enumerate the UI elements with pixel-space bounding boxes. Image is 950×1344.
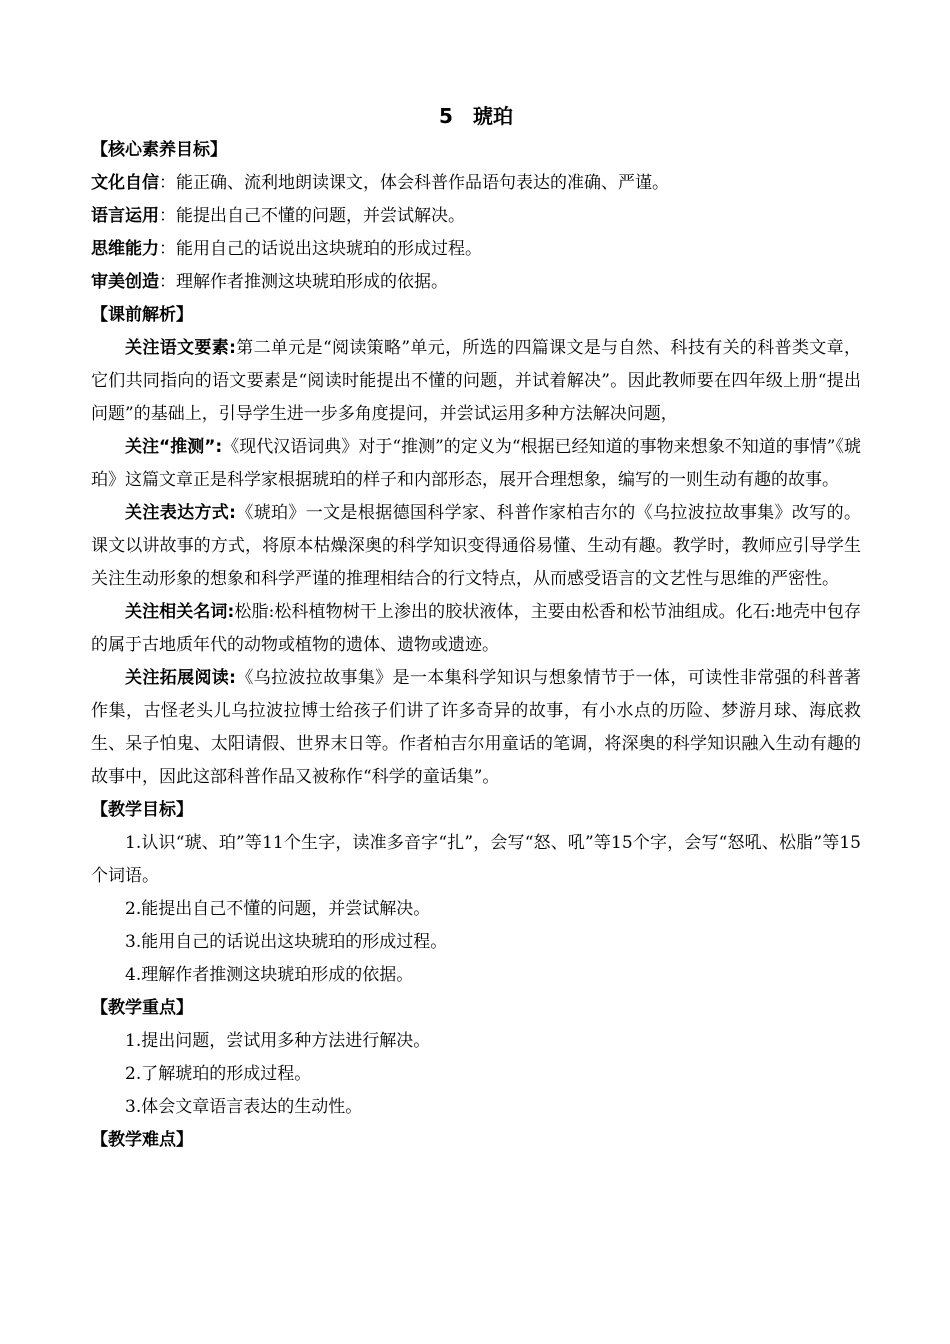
- lesson-title: 5 琥珀: [439, 104, 513, 128]
- core-item-label: 思维能力: [91, 239, 159, 259]
- core-item: [91, 233, 861, 266]
- key-item: 1.提出问题，尝试用多种方法进行解决。: [125, 1031, 431, 1051]
- core-item-label: 审美创造: [91, 272, 159, 292]
- analysis-label: 关注“推测”:: [125, 437, 223, 457]
- key-item: 3.体会文章语言表达的生动性。: [125, 1097, 363, 1117]
- goal-item: 3.能用自己的话说出这块琥珀的形成过程。: [125, 932, 448, 952]
- analysis-text: 《现代汉语词典》对于“推测”的定义为“根据已经知道的事物来想象不知道的事情”《琥珀》这篇文章正是科学家根据琥珀的样子和内部形态，展开合理想象，编写的一则生动有趣的故事。: [91, 437, 861, 490]
- core-item: [91, 266, 861, 299]
- analysis-paragraph: [91, 596, 861, 662]
- analysis-label: 关注相关名词:: [125, 602, 235, 622]
- core-item-label: 文化自信: [91, 173, 159, 193]
- analysis-label: 关注语文要素:: [125, 338, 236, 358]
- goal-item: 1.认识“琥、珀”等11个生字，读准多音字“扎”，会写“怒、吼”等15个字，会写“怒吼、松脂”等15个词语。: [91, 833, 861, 886]
- core-item-label: 语言运用: [91, 206, 159, 226]
- section-heading-difficult: 【教学难点】: [91, 1130, 193, 1150]
- analysis-paragraph: [91, 431, 861, 497]
- analysis-paragraph: [91, 332, 861, 431]
- analysis-paragraph: [91, 662, 861, 794]
- analysis-label: 关注表达方式:: [125, 503, 236, 523]
- section-heading-key: 【教学重点】: [91, 998, 193, 1018]
- section-heading-core: 【核心素养目标】: [91, 140, 227, 160]
- section-heading-goals: 【教学目标】: [91, 800, 193, 820]
- core-item-text: ：能提出自己不懂的问题，并尝试解决。: [159, 206, 465, 226]
- core-item-text: ：能正确、流利地朗读课文，体会科普作品语句表达的准确、严谨。: [159, 173, 669, 193]
- core-item-text: ：能用自己的话说出这块琥珀的形成过程。: [159, 239, 482, 259]
- core-item: [91, 167, 861, 200]
- core-item: [91, 200, 861, 233]
- analysis-text: 《琥珀》一文是根据德国科学家、科普作家柏吉尔的《乌拉波拉故事集》改写的。课文以讲故事的方式，将原本枯燥深奥的科学知识变得通俗易懂、生动有趣。教学时，教师应引导学生关注生动形象的想象和科学严谨的推理相结合的行文特点，从而感受语言的文艺性与思维的严密性。: [91, 503, 861, 589]
- core-item-text: ：理解作者推测这块琥珀形成的依据。: [159, 272, 448, 292]
- document-page: [91, 98, 861, 1157]
- analysis-text: 第二单元是“阅读策略”单元，所选的四篇课文是与自然、科技有关的科普类文章，它们共同指向的语文要素是“阅读时能提出不懂的问题，并试着解决”。因此教师要在四年级上册“提出问题”的基础上，引导学生进一步多角度提问，并尝试运用多种方法解决问题，: [91, 338, 861, 424]
- section-heading-analysis: 【课前解析】: [91, 305, 193, 325]
- key-item: 2.了解琥珀的形成过程。: [125, 1064, 312, 1084]
- analysis-text: 《乌拉波拉故事集》是一本集科学知识与想象情节于一体，可读性非常强的科普著作集，古怪老头儿乌拉波拉博士给孩子们讲了许多奇异的故事，有小水点的历险、梦游月球、海底救生、呆子怕鬼、太阳请假、世界末日等。作者柏吉尔用童话的笔调，将深奥的科学知识融入生动有趣的故事中，因此这部科普作品又被称作“科学的童话集”。: [91, 668, 861, 787]
- analysis-label: 关注拓展阅读:: [125, 668, 236, 688]
- goal-item: 2.能提出自己不懂的问题，并尝试解决。: [125, 899, 431, 919]
- goal-item: 4.理解作者推测这块琥珀形成的依据。: [125, 965, 414, 985]
- analysis-paragraph: [91, 497, 861, 596]
- analysis-text: 松脂:松科植物树干上渗出的胶状液体，主要由松香和松节油组成。化石:地壳中包存的属于古地质年代的动物或植物的遗体、遗物或遗迹。: [91, 602, 861, 655]
